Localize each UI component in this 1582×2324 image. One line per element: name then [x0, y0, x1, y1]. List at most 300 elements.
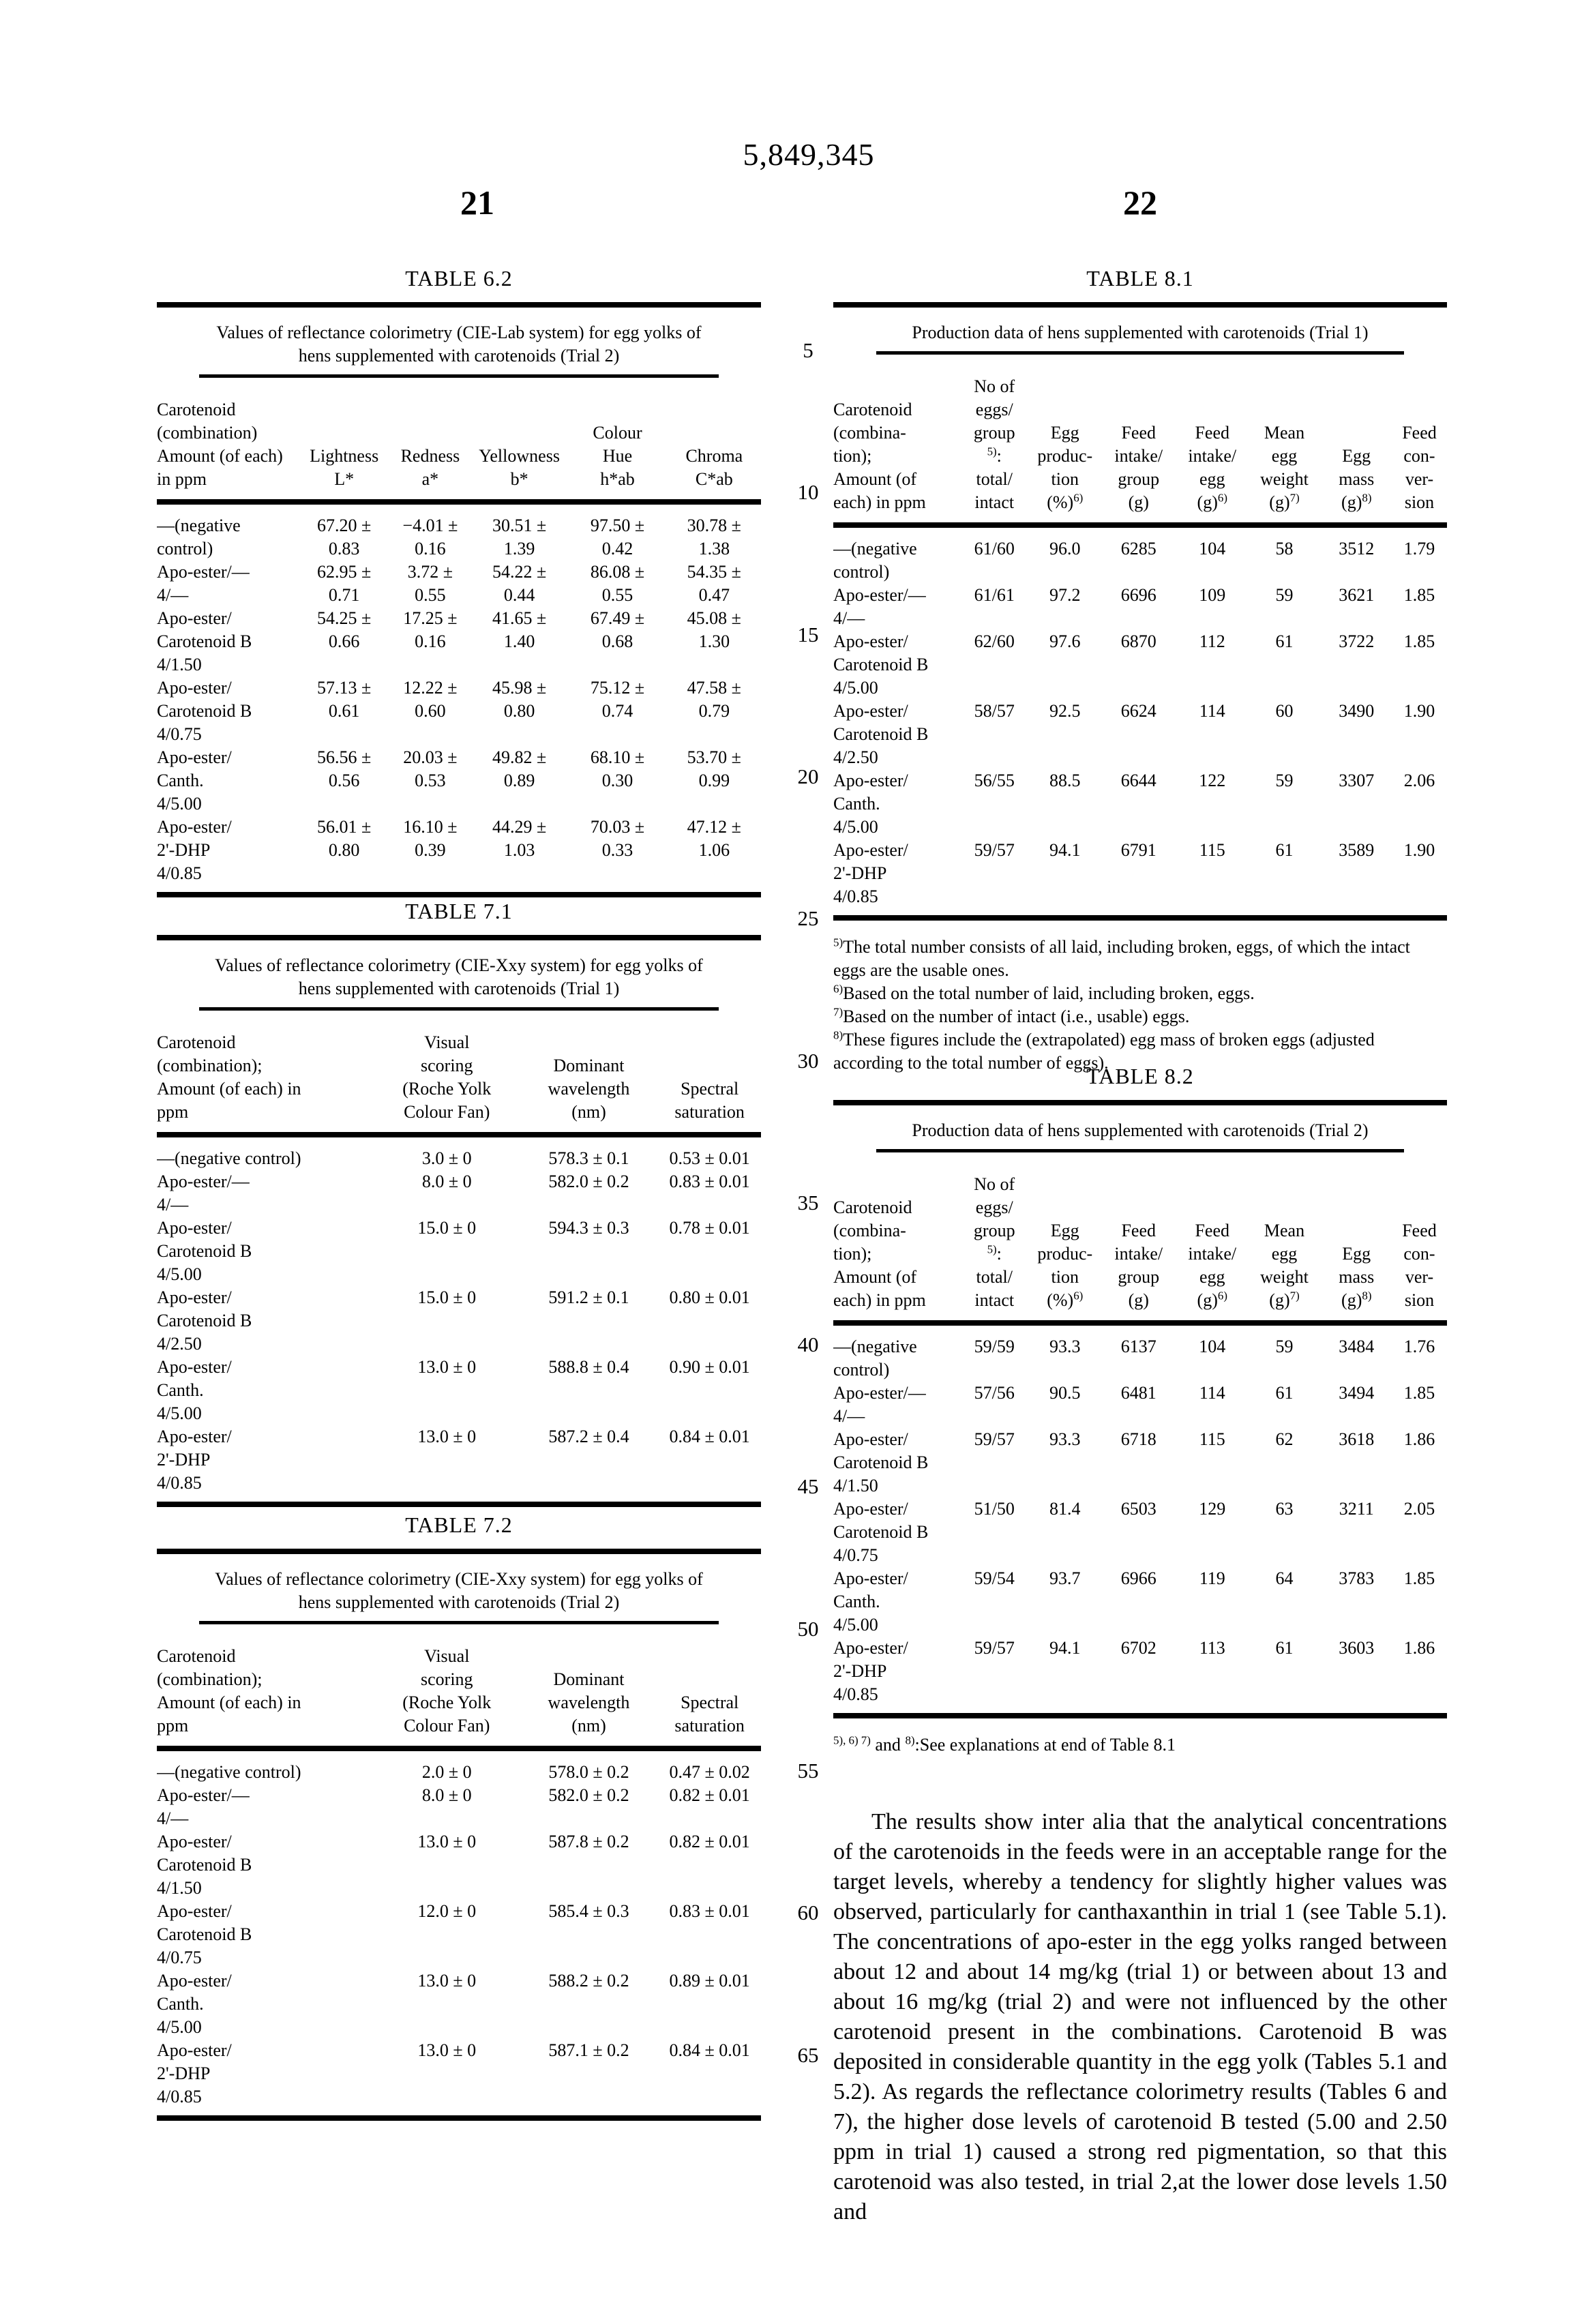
table-cell: 1.90 [1403, 840, 1435, 860]
table-cell: 115 [1199, 840, 1225, 860]
table-cell: 1.90 [1403, 701, 1435, 721]
table-cell: 113 [1199, 1638, 1225, 1658]
table-8-2-footnotes [833, 1733, 1447, 1757]
table-cell: 47.58 ± 0.79 [687, 678, 741, 721]
table-7-2-body [157, 1761, 761, 2109]
column-header: Mean egg weight $(g)^{7)}$ [1260, 423, 1309, 512]
table-cell: 15.0 ± 0 [417, 1218, 477, 1238]
table-8-2-caption: Production data of hens supplemented with carotenoids (Trial 2) [876, 1119, 1404, 1152]
table-cell: 1.85 [1403, 1383, 1435, 1403]
table-cell: 61/61 [974, 585, 1015, 605]
table-cell: 119 [1199, 1568, 1225, 1588]
row-label: Apo-ester/ Carotenoid B 4/1.50 [833, 1429, 929, 1495]
column-header: Carotenoid (combina- tion); Amount (of each) in ppm [833, 400, 926, 512]
table-cell: 0.78 ± 0.01 [669, 1218, 750, 1238]
column-header: Carotenoid (combination); Amount (of each) in ppm [157, 1646, 301, 1735]
line-number: 15 [797, 623, 819, 646]
table-cell: 3.0 ± 0 [421, 1148, 472, 1168]
row-label: Apo-ester/ Canth. 4/5.00 [157, 1971, 232, 2037]
table-8-1 [833, 266, 1447, 1075]
table-row [157, 676, 761, 746]
table-rule [833, 1713, 1447, 1718]
table-cell: 58/57 [974, 701, 1015, 721]
table-rule [157, 499, 761, 505]
table-row [157, 561, 761, 607]
table-7-2-title: TABLE 7.2 [405, 1513, 513, 1537]
table-cell: 0.82 ± 0.01 [669, 1832, 750, 1851]
table-row [833, 769, 1447, 839]
column-header: Dominant wavelength (nm) [548, 1669, 630, 1735]
table-cell: 94.1 [1049, 1638, 1081, 1658]
table-cell: 53.70 ± 0.99 [687, 747, 741, 790]
column-header: Chroma C*ab [685, 446, 743, 489]
table-cell: 59 [1275, 585, 1294, 605]
row-label: Apo-ester/— 4/— [157, 1785, 250, 1828]
line-number-gutter [784, 0, 832, 2324]
table-rule [157, 1746, 761, 1751]
row-label: —(negative control) [833, 539, 917, 582]
table-cell: 13.0 ± 0 [417, 1427, 477, 1446]
table-cell: 0.84 ± 0.01 [669, 2040, 750, 2060]
table-7-2-header [157, 1645, 761, 1738]
row-label: Apo-ester/ Carotenoid B 4/5.00 [833, 631, 929, 698]
table-row [833, 1335, 1447, 1382]
table-cell: 61 [1275, 631, 1294, 651]
table-cell: 2.05 [1403, 1499, 1435, 1519]
column-header: No of eggs/ group $^{5)}$: total/ intact [973, 1174, 1015, 1310]
table-cell: 47.12 ± 1.06 [687, 817, 741, 860]
column-header: Mean egg weight $(g)^{7)}$ [1260, 1221, 1309, 1310]
table-cell: 1.85 [1403, 631, 1435, 651]
table-row [833, 1637, 1447, 1706]
table-rule [157, 1502, 761, 1507]
row-label: —(negative control) [157, 1148, 301, 1168]
table-row [157, 2039, 761, 2109]
row-label: Apo-ester/ 2'-DHP 4/0.85 [157, 2040, 232, 2106]
column-header: Egg mass $(g)^{8)}$ [1339, 446, 1375, 512]
table-8-1-caption: Production data of hens supplemented with carotenoids (Trial 1) [876, 321, 1404, 355]
row-label: Apo-ester/ 2'-DHP 4/0.85 [157, 1427, 232, 1493]
table-cell: 45.08 ± 1.30 [687, 608, 741, 651]
table-cell: 6285 [1120, 539, 1156, 558]
table-row [833, 839, 1447, 908]
row-label: —(negative control) [157, 516, 241, 558]
table-row [833, 1567, 1447, 1637]
row-label: Apo-ester/ Carotenoid B 4/0.75 [157, 1901, 252, 1967]
footnote: $^{6)}$Based on the total number of laid, including broken, eggs. [833, 982, 1255, 1003]
table-cell: 6644 [1120, 771, 1156, 790]
table-cell: 61 [1275, 840, 1294, 860]
table-cell: 93.3 [1049, 1429, 1081, 1449]
table-rule [157, 935, 761, 940]
table-cell: 54.22 ± 0.44 [492, 562, 547, 605]
column-header: Feed intake/ egg $(g)^{6)}$ [1188, 423, 1237, 512]
table-8-1-body [833, 537, 1447, 908]
table-cell: 6137 [1120, 1337, 1156, 1356]
table-7-1-title: TABLE 7.1 [405, 899, 513, 923]
table-row [833, 584, 1447, 630]
table-8-1-title: TABLE 8.1 [1086, 266, 1194, 290]
table-row [157, 1356, 761, 1425]
table-cell: 96.0 [1049, 539, 1081, 558]
table-rule [833, 1100, 1447, 1105]
table-cell: 59/57 [974, 1429, 1015, 1449]
table-cell: 13.0 ± 0 [417, 1832, 477, 1851]
table-cell: 1.85 [1403, 585, 1435, 605]
table-cell: 0.80 ± 0.01 [669, 1287, 750, 1307]
table-cell: 3512 [1339, 539, 1375, 558]
table-cell: 2.06 [1403, 771, 1435, 790]
table-row [833, 630, 1447, 700]
row-label: Apo-ester/— 4/— [157, 1172, 250, 1215]
table-cell: 67.49 ± 0.68 [590, 608, 645, 651]
table-cell: 122 [1199, 771, 1226, 790]
table-row [157, 514, 761, 561]
row-label: Apo-ester/ Carotenoid B 4/5.00 [157, 1218, 252, 1284]
table-cell: 16.10 ± 0.39 [403, 817, 458, 860]
row-label: Apo-ester/ 2'-DHP 4/0.85 [833, 840, 908, 906]
table-cell: 12.0 ± 0 [417, 1901, 477, 1921]
table-cell: 3589 [1339, 840, 1375, 860]
line-number: 35 [797, 1191, 819, 1215]
line-number: 5 [803, 338, 814, 362]
table-cell: 75.12 ± 0.74 [590, 678, 645, 721]
table-cell: 20.03 ± 0.53 [403, 747, 458, 790]
table-cell: −4.01 ± 0.16 [402, 516, 458, 558]
table-row [157, 1969, 761, 2039]
row-label: Apo-ester/ Canth. 4/5.00 [833, 1568, 908, 1635]
table-8-1-footnotes [833, 936, 1447, 1075]
row-label: Apo-ester/ Carotenoid B 4/2.50 [157, 1287, 252, 1354]
column-header: Feed intake/ group (g) [1114, 423, 1163, 512]
table-cell: 68.10 ± 0.30 [590, 747, 645, 790]
footnote: $^{8)}$These figures include the (extrapolated) egg mass of broken eggs (adjusted according to the total number of eggs). [833, 1028, 1375, 1073]
table-row [157, 1170, 761, 1217]
table-cell: 57.13 ± 0.61 [317, 678, 372, 721]
column-header: Feed intake/ egg $(g)^{6)}$ [1188, 1221, 1237, 1310]
table-cell: 45.98 ± 0.80 [492, 678, 547, 721]
column-header: Spectral saturation [674, 1079, 745, 1122]
table-7-1 [157, 899, 761, 1507]
column-header: Carotenoid (combination); Amount (of each) in ppm [157, 1032, 301, 1122]
table-cell: 115 [1199, 1429, 1225, 1449]
table-cell: 61 [1275, 1383, 1294, 1403]
table-cell: 90.5 [1049, 1383, 1081, 1403]
table-cell: 56.01 ± 0.80 [317, 817, 372, 860]
table-cell: 12.22 ± 0.60 [403, 678, 458, 721]
column-header: Colour Hue h*ab [593, 423, 642, 489]
row-label: Apo-ester/ Canth. 4/5.00 [833, 771, 908, 837]
line-number: 45 [797, 1474, 819, 1498]
table-cell: 49.82 ± 0.89 [492, 747, 547, 790]
column-header: Redness a* [400, 446, 460, 489]
table-rule [833, 1320, 1447, 1326]
table-7-2 [157, 1513, 761, 2121]
line-number: 30 [797, 1049, 819, 1073]
table-8-1-header [833, 375, 1447, 514]
table-row [157, 816, 761, 885]
table-cell: 578.3 ± 0.1 [548, 1148, 629, 1168]
row-label: Apo-ester/— 4/— [833, 1383, 926, 1426]
table-cell: 15.0 ± 0 [417, 1287, 477, 1307]
column-header: Visual scoring (Roche Yolk Colour Fan) [402, 1032, 492, 1122]
table-row [157, 746, 761, 816]
column-header: Feed con- ver- sion [1402, 1221, 1437, 1310]
table-cell: 6791 [1120, 840, 1156, 860]
table-cell: 6624 [1120, 701, 1156, 721]
table-7-1-body [157, 1147, 761, 1495]
table-cell: 3603 [1339, 1638, 1375, 1658]
table-cell: 64 [1275, 1568, 1294, 1588]
table-cell: 1.76 [1403, 1337, 1435, 1356]
table-cell: 0.89 ± 0.01 [669, 1971, 750, 1991]
table-cell: 1.85 [1403, 1568, 1435, 1588]
table-rule [157, 302, 761, 308]
column-number-left: 21 [460, 183, 494, 222]
table-cell: 582.0 ± 0.2 [548, 1785, 629, 1805]
line-number: 50 [797, 1617, 819, 1641]
table-cell: 0.53 ± 0.01 [669, 1148, 750, 1168]
table-row [157, 1147, 761, 1170]
table-cell: 0.83 ± 0.01 [669, 1172, 750, 1191]
table-cell: 114 [1199, 701, 1225, 721]
table-cell: 30.51 ± 1.39 [492, 516, 547, 558]
row-label: Apo-ester/ Carotenoid B 4/2.50 [833, 701, 929, 767]
table-cell: 578.0 ± 0.2 [548, 1762, 629, 1782]
table-cell: 62.95 ± 0.71 [317, 562, 372, 605]
table-8-2 [833, 1064, 1447, 1757]
table-cell: 3621 [1339, 585, 1375, 605]
column-number-right: 22 [1123, 183, 1157, 222]
table-cell: 92.5 [1049, 701, 1081, 721]
table-cell: 63 [1275, 1499, 1294, 1519]
row-label: Apo-ester/— 4/— [833, 585, 926, 628]
table-rule [157, 2115, 761, 2121]
table-cell: 51/50 [974, 1499, 1015, 1519]
table-8-2-header [833, 1173, 1447, 1312]
table-6-2-header [157, 398, 761, 491]
table-cell: 93.7 [1049, 1568, 1081, 1588]
table-cell: 129 [1199, 1499, 1226, 1519]
table-cell: 582.0 ± 0.2 [548, 1172, 629, 1191]
table-8-2-title: TABLE 8.2 [1086, 1064, 1194, 1088]
row-label: Apo-ester/ Canth. 4/5.00 [157, 747, 232, 814]
table-cell: 62/60 [974, 631, 1015, 651]
table-cell: 88.5 [1049, 771, 1081, 790]
line-number: 55 [797, 1759, 819, 1783]
table-rule [833, 522, 1447, 528]
table-cell: 86.08 ± 0.55 [590, 562, 645, 605]
row-label: —(negative control) [833, 1337, 917, 1380]
table-cell: 591.2 ± 0.1 [548, 1287, 629, 1307]
column-header: Dominant wavelength (nm) [548, 1056, 630, 1122]
table-cell: 6696 [1120, 585, 1156, 605]
patent-number: 5,849,345 [743, 137, 875, 172]
row-label: Apo-ester/ Carotenoid B 4/0.75 [157, 678, 252, 744]
column-header: Egg produc- tion (%)$^{6)}$ [1037, 1221, 1093, 1310]
table-7-2-caption: Values of reflectance colorimetry (CIE-Xxy system) for egg yolks of hens supplemented with carotenoids (Trial 2) [199, 1568, 719, 1624]
line-number: 20 [797, 764, 819, 788]
table-cell: 1.86 [1403, 1638, 1435, 1658]
column-header: Feed intake/ group (g) [1114, 1221, 1163, 1310]
table-cell: 17.25 ± 0.16 [403, 608, 458, 651]
table-cell: 3722 [1339, 631, 1375, 651]
table-cell: 0.83 ± 0.01 [669, 1901, 750, 1921]
table-cell: 6966 [1120, 1568, 1156, 1588]
column-header: No of eggs/ group $^{5)}$: total/ intact [973, 376, 1015, 512]
line-number: 10 [797, 480, 819, 504]
table-row [157, 1784, 761, 1830]
body-paragraph: The results show inter alia that the analytical concentrations of the carotenoids in the feeds were in an acceptable range for the target levels, whereby a tendency for slightly higher values was observed, particularly for canthaxanthin in trial 1 (see Table 5.1). The concentrations of apo-ester in the egg yolks ranged between about 12 and about 14 mg/kg (trial 1) or between about 13 and about 16 mg/kg (trial 2) and were not influenced by the other carotenoid present in the combinations. Carotenoid B was deposited in considerable quantity in the egg yolk (Tables 5.1 and 5.2). As regards the reflectance colorimetry results (Tables 6 and 7), the higher dose levels of carotenoid B tested (5.00 and 2.50 ppm in trial 1) caused a strong red pigmentation, so that this carotenoid was also tested, in trial 2,at the lower dose levels 1.50 and [833, 1809, 1447, 2224]
table-cell: 109 [1199, 585, 1226, 605]
table-cell: 3.72 ± 0.55 [407, 562, 453, 605]
column-header: Yellowness b* [479, 446, 560, 489]
table-cell: 2.0 ± 0 [421, 1762, 472, 1782]
table-cell: 3211 [1339, 1499, 1374, 1519]
table-cell: 3307 [1339, 771, 1375, 790]
table-cell: 67.20 ± 0.83 [317, 516, 372, 558]
table-cell: 56/55 [974, 771, 1015, 790]
table-row [157, 1217, 761, 1286]
table-cell: 594.3 ± 0.3 [548, 1218, 629, 1238]
column-header: Feed con- ver- sion [1402, 423, 1437, 512]
column-header: Spectral saturation [674, 1693, 745, 1735]
column-header: Egg produc- tion (%)$^{6)}$ [1037, 423, 1093, 512]
table-row [833, 700, 1447, 769]
line-number: 40 [797, 1332, 819, 1356]
table-row [157, 1830, 761, 1900]
table-cell: 97.2 [1049, 585, 1081, 605]
table-cell: 59/57 [974, 1638, 1015, 1658]
table-6-2-caption: Values of reflectance colorimetry (CIE-Lab system) for egg yolks of hens supplemented with carotenoids (Trial 2) [199, 321, 719, 378]
line-number: 65 [797, 2043, 819, 2067]
table-cell: 6503 [1120, 1499, 1156, 1519]
table-cell: 6702 [1120, 1638, 1156, 1658]
table-cell: 81.4 [1049, 1499, 1081, 1519]
table-cell: 587.1 ± 0.2 [548, 2040, 629, 2060]
table-cell: 8.0 ± 0 [421, 1785, 472, 1805]
table-cell: 3484 [1339, 1337, 1375, 1356]
table-cell: 44.29 ± 1.03 [492, 817, 547, 860]
table-cell: 6481 [1120, 1383, 1156, 1403]
table-cell: 588.8 ± 0.4 [548, 1357, 629, 1377]
table-cell: 587.8 ± 0.2 [548, 1832, 629, 1851]
table-cell: 3490 [1339, 701, 1375, 721]
table-cell: 13.0 ± 0 [417, 1357, 477, 1377]
table-cell: 62 [1275, 1429, 1294, 1449]
table-rule [833, 915, 1447, 921]
table-cell: 58 [1275, 539, 1294, 558]
line-number: 25 [797, 906, 819, 930]
table-row [157, 1900, 761, 1969]
table-rule [157, 892, 761, 897]
row-label: Apo-ester/ Carotenoid B 4/0.75 [833, 1499, 929, 1565]
table-cell: 0.90 ± 0.01 [669, 1357, 750, 1377]
table-6-2 [157, 266, 761, 897]
table-cell: 97.6 [1049, 631, 1081, 651]
table-cell: 112 [1199, 631, 1225, 651]
table-row [157, 1761, 761, 1784]
table-cell: 59 [1275, 771, 1294, 790]
table-cell: 587.2 ± 0.4 [548, 1427, 629, 1446]
column-header: Carotenoid (combination) Amount (of each) in ppm [157, 400, 283, 489]
row-label: Apo-ester/ 2'-DHP 4/0.85 [833, 1638, 908, 1704]
column-header: Carotenoid (combina- tion); Amount (of each) in ppm [833, 1197, 926, 1310]
left-column [157, 266, 761, 2324]
table-cell: 93.3 [1049, 1337, 1081, 1356]
table-7-1-header [157, 1031, 761, 1124]
table-cell: 6870 [1120, 631, 1156, 651]
table-rule [157, 1132, 761, 1137]
table-8-2-body [833, 1335, 1447, 1706]
table-cell: 588.2 ± 0.2 [548, 1971, 629, 1991]
right-column [833, 266, 1447, 2324]
table-cell: 104 [1199, 1337, 1226, 1356]
row-label: —(negative control) [157, 1762, 301, 1782]
table-6-2-title: TABLE 6.2 [405, 266, 513, 290]
table-rule [833, 302, 1447, 308]
table-cell: 3618 [1339, 1429, 1375, 1449]
table-cell: 114 [1199, 1383, 1225, 1403]
table-row [833, 1382, 1447, 1428]
table-row [833, 1428, 1447, 1498]
table-row [833, 537, 1447, 584]
column-header: Visual scoring (Roche Yolk Colour Fan) [402, 1646, 492, 1735]
table-cell: 57/56 [974, 1383, 1015, 1403]
table-cell: 94.1 [1049, 840, 1081, 860]
table-cell: 6718 [1120, 1429, 1156, 1449]
table-cell: 1.79 [1403, 539, 1435, 558]
table-row [157, 607, 761, 676]
table-cell: 1.86 [1403, 1429, 1435, 1449]
table-cell: 3783 [1339, 1568, 1375, 1588]
footnote: $^{5)}$The total number consists of all laid, including broken, eggs, of which the intact eggs are the usable ones. [833, 936, 1410, 980]
table-cell: 104 [1199, 539, 1226, 558]
table-row [157, 1286, 761, 1356]
table-cell: 54.35 ± 0.47 [687, 562, 741, 605]
footnote: $^{7)}$Based on the number of intact (i.e., usable) eggs. [833, 1005, 1190, 1026]
footnote: $^{5), 6) 7)}$ and $^{8)}$:See explanations at end of Table 8.1 [833, 1733, 1176, 1755]
table-cell: 585.4 ± 0.3 [548, 1901, 629, 1921]
table-cell: 61/60 [974, 539, 1015, 558]
row-label: Apo-ester/ 2'-DHP 4/0.85 [157, 817, 232, 883]
row-label: Apo-ester/ Carotenoid B 4/1.50 [157, 608, 252, 674]
table-cell: 61 [1275, 1638, 1294, 1658]
table-cell: 8.0 ± 0 [421, 1172, 472, 1191]
row-label: Apo-ester/ Canth. 4/5.00 [157, 1357, 232, 1423]
table-cell: 59/54 [974, 1568, 1015, 1588]
table-cell: 3494 [1339, 1383, 1375, 1403]
table-cell: 60 [1275, 701, 1294, 721]
row-label: Apo-ester/— 4/— [157, 562, 250, 605]
table-cell: 56.56 ± 0.56 [317, 747, 372, 790]
row-label: Apo-ester/ Carotenoid B 4/1.50 [157, 1832, 252, 1898]
column-header: Egg mass $(g)^{8)}$ [1339, 1244, 1375, 1310]
table-row [157, 1425, 761, 1495]
table-cell: 0.82 ± 0.01 [669, 1785, 750, 1805]
table-row [833, 1498, 1447, 1567]
table-cell: 0.84 ± 0.01 [669, 1427, 750, 1446]
table-cell: 97.50 ± 0.42 [590, 516, 645, 558]
table-cell: 41.65 ± 1.40 [492, 608, 547, 651]
table-cell: 13.0 ± 0 [417, 1971, 477, 1991]
table-cell: 59 [1275, 1337, 1294, 1356]
column-header: Lightness L* [310, 446, 379, 489]
table-6-2-body [157, 514, 761, 885]
table-cell: 0.47 ± 0.02 [669, 1762, 750, 1782]
table-rule [157, 1549, 761, 1554]
table-cell: 59/57 [974, 840, 1015, 860]
